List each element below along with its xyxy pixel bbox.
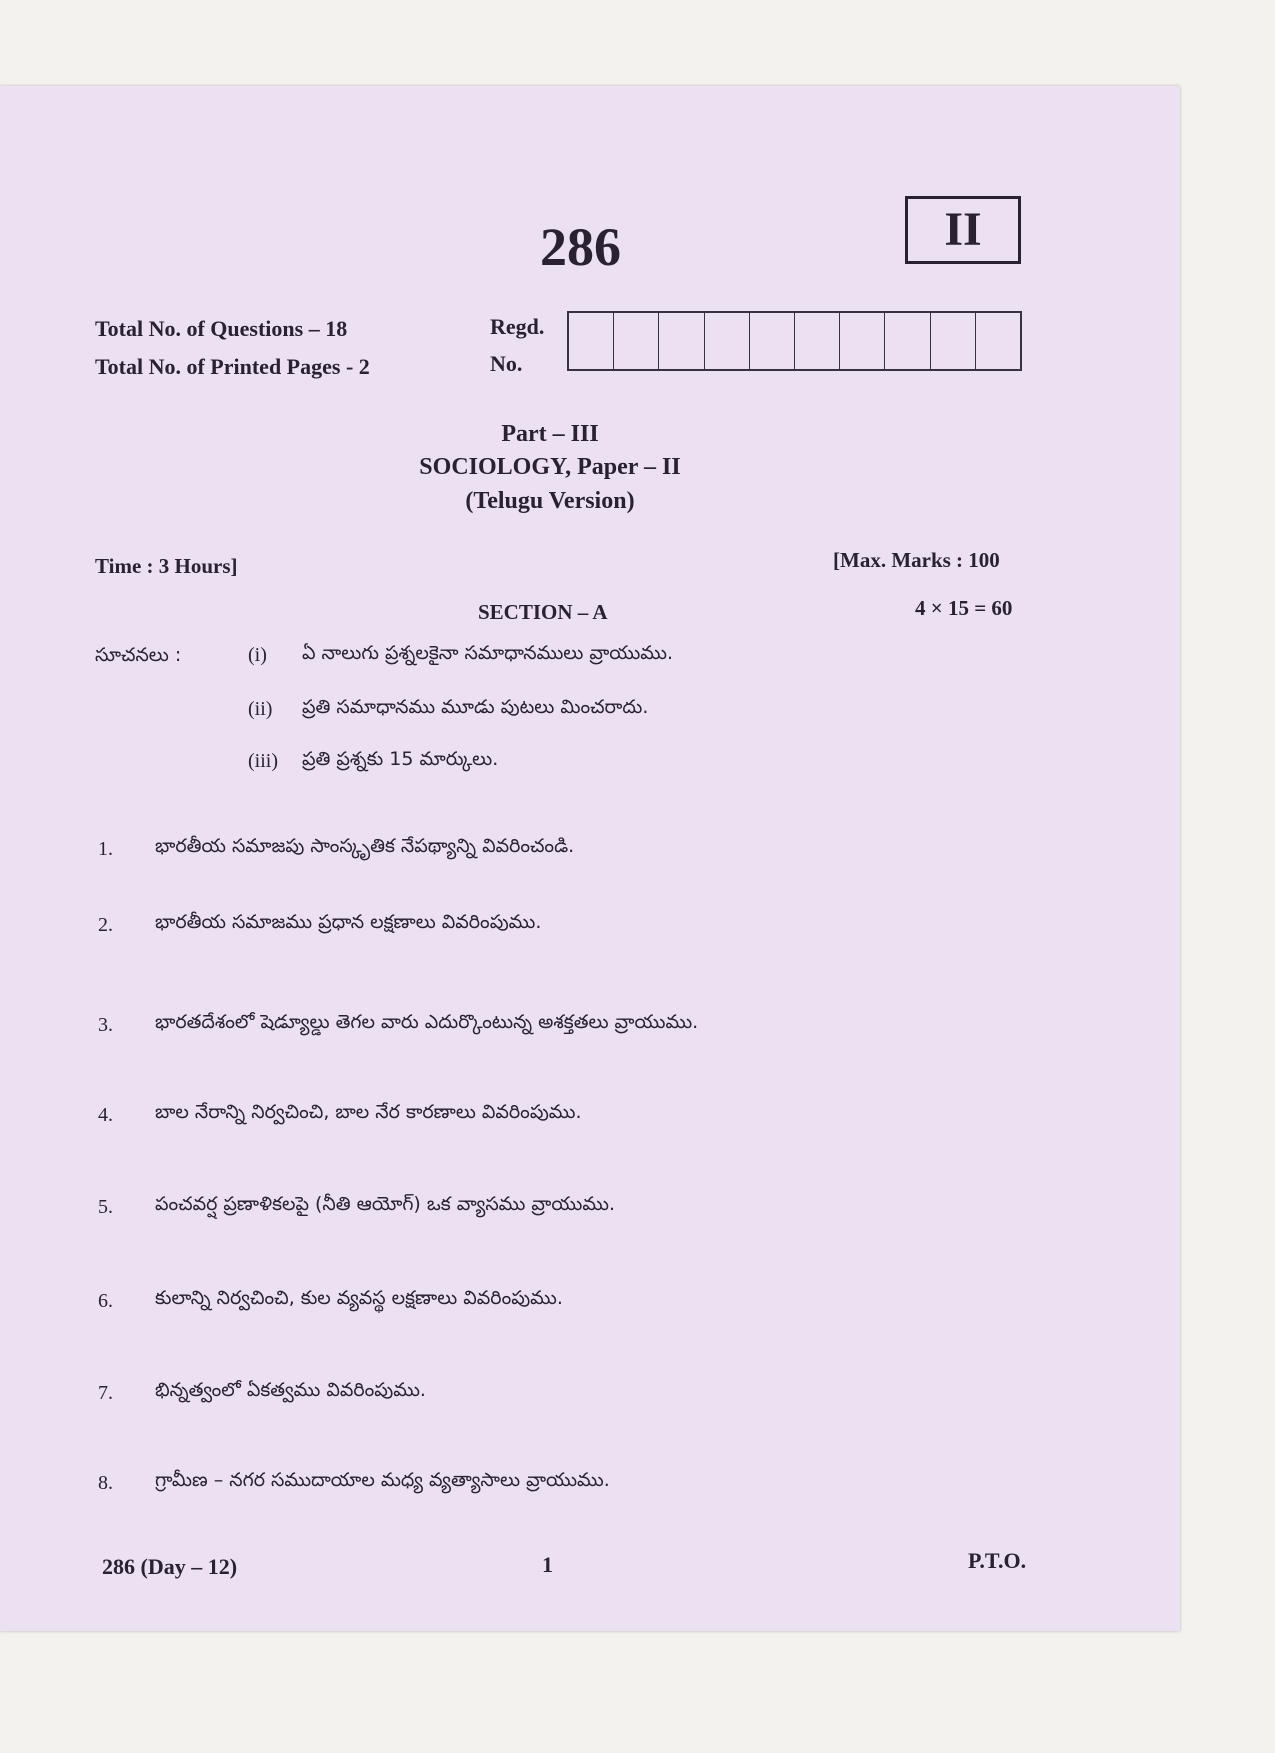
regd-label: Regd. xyxy=(490,314,545,339)
total-pages: Total No. of Printed Pages - 2 xyxy=(95,354,370,379)
max-marks-label: [Max. Marks : 100 xyxy=(833,548,1000,572)
question-number: 1. xyxy=(98,838,113,860)
regd-cell xyxy=(976,313,1020,369)
question-text: భారతదేశంలో షెడ్యూల్డు తెగల వారు ఎదుర్కొంటున్న అశక్తతలు వ్రాయుము. xyxy=(155,1011,699,1033)
question-number: 2. xyxy=(98,914,113,936)
paper-code: 286 xyxy=(540,217,621,277)
regd-cell xyxy=(705,313,750,369)
time-label: Time : 3 Hours] xyxy=(95,554,238,578)
regd-cell xyxy=(840,313,885,369)
series-box: II xyxy=(905,196,1021,264)
question-number: 7. xyxy=(98,1382,113,1404)
regd-cell xyxy=(659,313,704,369)
question-text: భారతీయ సమాజము ప్రధాన లక్షణాలు వివరింపుము. xyxy=(155,911,542,933)
subject-title: SOCIOLOGY, Paper – II xyxy=(419,454,681,480)
regd-number-grid xyxy=(567,311,1022,371)
question-text: కులాన్ని నిర్వచించి, కుల వ్యవస్థ లక్షణాలు వివరింపుము. xyxy=(155,1287,563,1309)
total-questions: Total No. of Questions – 18 xyxy=(95,316,348,341)
section-marks: 4 × 15 = 60 xyxy=(915,596,1013,620)
instruction-number: (iii) xyxy=(248,750,278,772)
section-title: SECTION – A xyxy=(478,600,608,624)
version-title: (Telugu Version) xyxy=(465,488,635,514)
question-text: బాల నేరాన్ని నిర్వచించి, బాల నేర కారణాలు వివరింపుము. xyxy=(155,1101,582,1123)
question-number: 8. xyxy=(98,1472,113,1494)
exam-page xyxy=(0,86,1180,1631)
question-text: భారతీయ సమాజపు సాంస్కృతిక నేపథ్యాన్ని వివరించండి. xyxy=(155,835,575,857)
instructions-label: సూచనలు : xyxy=(95,644,182,666)
question-text: గ్రామీణ – నగర సముదాయాల మధ్య వ్యత్యాసాలు వ్రాయుము. xyxy=(155,1469,610,1491)
instruction-number: (i) xyxy=(248,644,267,666)
question-number: 5. xyxy=(98,1196,113,1218)
instruction-text: ప్రతి ప్రశ్నకు 15 మార్కులు. xyxy=(302,748,499,770)
regd-cell xyxy=(795,313,840,369)
pto-label: P.T.O. xyxy=(968,1548,1027,1573)
question-number: 3. xyxy=(98,1014,113,1036)
regd-cell xyxy=(931,313,976,369)
regd-cell xyxy=(614,313,659,369)
part-title: Part – III xyxy=(501,421,599,447)
footer-code: 286 (Day – 12) xyxy=(102,1554,238,1579)
page-number: 1 xyxy=(542,1552,553,1577)
regd-cell xyxy=(750,313,795,369)
question-number: 4. xyxy=(98,1104,113,1126)
instruction-text: ప్రతి సమాధానము మూడు పుటలు మించరాదు. xyxy=(302,696,649,718)
question-text: పంచవర్ష ప్రణాళికలపై (నీతి ఆయోగ్) ఒక వ్యాసము వ్రాయుము. xyxy=(155,1193,616,1215)
regd-cell xyxy=(569,313,614,369)
question-number: 6. xyxy=(98,1290,113,1312)
regd-no-label: No. xyxy=(490,351,523,376)
instruction-text: ఏ నాలుగు ప్రశ్నలకైనా సమాధానములు వ్రాయుము. xyxy=(302,642,673,664)
instruction-number: (ii) xyxy=(248,698,273,720)
question-text: భిన్నత్వంలో ఏకత్వము వివరింపుము. xyxy=(155,1379,426,1401)
regd-cell xyxy=(885,313,930,369)
